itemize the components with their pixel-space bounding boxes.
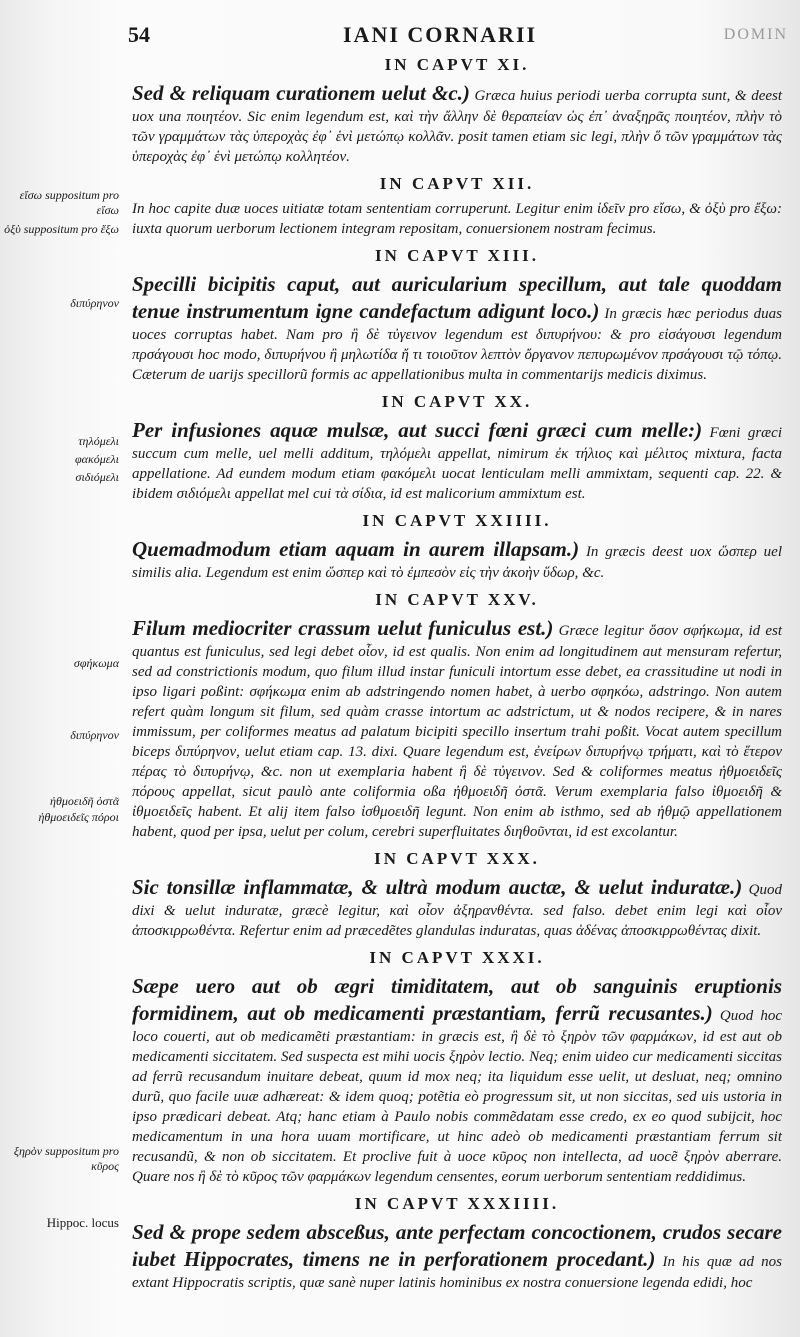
commentary: Græce legitur ὅσον σφήκωμα, id est quantus est funiculus, sed legi debet οἷον, id est qualis. Non enim ad longitudinem aut mensuram refertur, sed ad constrictionis modum, quo filum illud instar funiculi intortum esse debet, ea crassitudine ut nodi in ipso ligari poßint: σφήκωμα enim ab adstringendo nomen habet, à uerbo σφηκόω, adstringo. Non autem refert quàm longum sit filum, sed quàm crasse intortum ac adstrictum, ut & nodos recipere, & in nares immissum, per coliformes meatus ad palatum bicipiti specillo insertum trahi poßit. Vocat autem specillum biceps διπύρηνον, uelut etiam cap. 13. dixi. Quare legendum est, ἐνείρων διπυρήνῳ τρήματι, καὶ τὸ ἕτερον πέρας τὸ διπυρήνῳ, &c. non ut exemplaria habent ἢ δὲ τὐγεινον. Sed & coliformes meatus ἠθμοειδεῖς πόρους appellat, sicut paulò ante coliformia oßa ἠθμοειδῆ ὀστᾶ. Verum exemplaria falso ἰθμοειδῆ & ἰθμοειδεῖς habent. Et alij item falso ἰσθμοειδῆ legunt. Non enim ab isthmo, sed ab ἠθμῷ appellationem habent, quod per ipsa, uelut per colum, cerebri superfluitates διηθοῦνται, id est excolantur. xyxy=(132,623,782,840)
lemma: Sed & prope sedem absceßus, ante perfectam concoctionem, crudos secare iubet Hippocrates, timens ne in perforationem procedant.) xyxy=(132,1220,782,1271)
commentary: In hoc capite duæ uoces uitiatæ totam sententiam corruperunt. Legitur enim ἰδεῖν pro εἴσω, & ὀξὺ pro ἔξω: iuxta quorum uerborum lectionem integram repositam, conuersionem nostram fecimus. xyxy=(132,201,782,237)
paragraph xyxy=(132,536,782,583)
lemma: Filum mediocriter crassum uelut funiculus est.) xyxy=(132,616,554,640)
margin-note: τηλόμελι xyxy=(78,434,119,448)
commentary: Fœni græci succum cum melle, uel melli additum, τηλόμελι appellat, nimirum ἐκ τήλιος καὶ μέλιτος mixtura, facta appellatione. Ad eundem modum etiam φακόμελι uocat lenticulam melli ammixtam, sequenti cap. 22. & ibidem σιδιόμελι appellat mel cui τὰ σίδια, id est malicorium ammixtum est. xyxy=(132,425,782,502)
margin-note: εἴσω suppositum pro εἴσω xyxy=(19,188,119,217)
running-title: IANI CORNARII xyxy=(343,22,538,47)
chapter-heading: IN CAPVT XXX. xyxy=(374,849,540,868)
margin-note: ξηρὸν suppositum pro κῦρος xyxy=(13,1144,119,1173)
commentary: Quod dixi & uelut induratæ, græcè legitur, καὶ οἷον ἀξηρανθέντα. sed falso. debet enim legi καὶ οἷον ἀποσκιρρωθέντα. Refertur enim ad præcedẽtes glandulas induratas, quas ἀδένας ἀποσκιρρωθέντας dixit. xyxy=(132,882,783,939)
chapter-heading: IN CAPVT XXXI. xyxy=(369,948,545,967)
commentary: In græcis hæc periodus duas uoces corruptas habet. Nam pro ἢ δὲ τὐγεινον legendum est διπυρήνου: & pro εἰσάγουσι legendum πρσάγουσι hoc modo, διπυρήνου ἢ μηλωτίδα ἤ τι τοιοῦτον λεπτὸν ὄργανον πεπυρωμένον πρσάγουσι τῷ τόπῳ. Cæterum de uarijs specillorũ formis ac appellationibus multa in commentarijs medicis diximus. xyxy=(132,306,783,383)
bleed-through-text: DOMIN xyxy=(723,26,788,43)
chapter-heading: IN CAPVT XI. xyxy=(384,55,530,74)
lemma: Quemadmodum etiam aquam in aurem illapsam.) xyxy=(132,537,580,561)
lemma: Specilli bicipitis caput, aut auricularium specillum, aut tale quoddam tenue instrumentum igne candefactum adigunt loco.) xyxy=(132,272,782,323)
page-number: 54 xyxy=(128,22,150,47)
margin-note: ἠθμοειδεῖς πόροι xyxy=(38,810,119,824)
paragraph xyxy=(132,874,782,941)
margin-note: Hippoc. locus xyxy=(46,1215,119,1230)
margin-note: σφήκωμα xyxy=(73,656,119,670)
margin-note: ὀξὺ suppositum pro ἔξω xyxy=(4,222,119,236)
chapter-heading: IN CAPVT XXIIII. xyxy=(362,511,552,530)
body-text xyxy=(132,48,782,1295)
lemma: Sæpe uero aut ob ægri timiditatem, aut ob sanguinis eruptionis formidinem, aut ob medicamenti præstantiam, ferrũ recusantes.) xyxy=(132,974,782,1025)
paragraph xyxy=(132,615,782,842)
running-head xyxy=(118,22,718,48)
margin-note: ἠθμοειδῆ ὀστᾶ xyxy=(50,794,119,808)
commentary: In his quæ ad nos extant Hippocratis scriptis, quæ sanè nuper latinis hominibus ex nostra conuersione legenda edidi, hoc xyxy=(132,1254,783,1291)
commentary: Quod hoc loco couerti, aut ob medicamẽti præstantiam: in græcis est, ἢ δὲ τὸ ξηρὸν τῶν φαρμάκων, id est aut ob medicamenti siccitatem. Sed suspecta est mihi uocis ξηρὸν lectio. Neq; enim uideo cur medicamenti siccitas ad ferrũ recusandum inuitare debeat, quum id mox neq; ita liquidum esse uelit, ut desluat, neq; omnino durũ, quo facile uuæ adhæreat: & idem quoq; potẽtia eò progressum sit, ut non siccitas, sed uis ustoria in ipso prædicari debeat. Atq; hanc etiam à Paulo nobis commẽdatam esse credo, ex eo quod subijcit, hoc medicamentum in una hora uuam mortificare, ut hinc adeò ob medicamenti præstantiam ferrum sit recusandũ, & non ob siccitatem. Et proclive fuit à uoce κῦρος non intellecta, ad uocẽ ξηρὸν aberrare. Quare nos ἢ δὲ τὸ κῦρος τῶν φαρμάκων legendum censentes, eorum uerborum sententiam reddidimus. xyxy=(132,1008,782,1185)
lemma: Sed & reliquam curationem uelut &c.) xyxy=(132,81,470,105)
margin-note: φακόμελι xyxy=(75,452,119,466)
paragraph xyxy=(132,271,782,385)
paragraph xyxy=(132,973,782,1187)
margin-note: διπύρηνον xyxy=(70,728,119,742)
lemma: Sic tonsillæ inflammatæ, & ultrà modum auctæ, & uelut induratæ.) xyxy=(132,875,743,899)
commentary: In græcis deest uox ὥσπερ uel similis alia. Legendum est enim ὥσπερ καὶ τὸ ἐμπεσὸν εἰς τὴν ἀκοὴν ὕδωρ, &c. xyxy=(132,544,782,581)
chapter-heading: IN CAPVT XIII. xyxy=(374,246,539,265)
margin-note: σιδιόμελι xyxy=(75,470,119,484)
margin-note: διπύρηνον xyxy=(70,296,119,310)
chapter-heading: IN CAPVT XXXIIII. xyxy=(354,1194,560,1213)
chapter-heading: IN CAPVT XX. xyxy=(381,392,533,411)
commentary: Græca huius periodi uerba corrupta sunt, & deest uox una ποιητέον. Sic enim legendum est, καὶ τὴν ἄλλην δὲ θεραπείαν ὡς ἐπ᾽ ἀναξηρᾶς ποιητέον, πλὴν τὸ τῶν γραμμάτων τὰς ὑπεροχὰς ἐφ᾽ ἑνὶ μετώπῳ κολλᾶν. posit tamen etiam sic legi, πλὴν ὅ τῶν γραμμάτων τὰς ὑπεροχὰς ἐφ᾽ ἑνὶ μετώπῳ κολλητέον. xyxy=(132,88,783,165)
margin-notes xyxy=(0,0,125,1337)
chapter-heading: IN CAPVT XXV. xyxy=(375,590,539,609)
lemma: Per infusiones aquæ mulsæ, aut succi fœni græci cum melle:) xyxy=(132,418,703,442)
paragraph xyxy=(132,199,782,239)
paragraph xyxy=(132,1219,782,1293)
paragraph xyxy=(132,80,782,167)
chapter-heading: IN CAPVT XII. xyxy=(379,174,535,193)
paragraph xyxy=(132,417,782,504)
